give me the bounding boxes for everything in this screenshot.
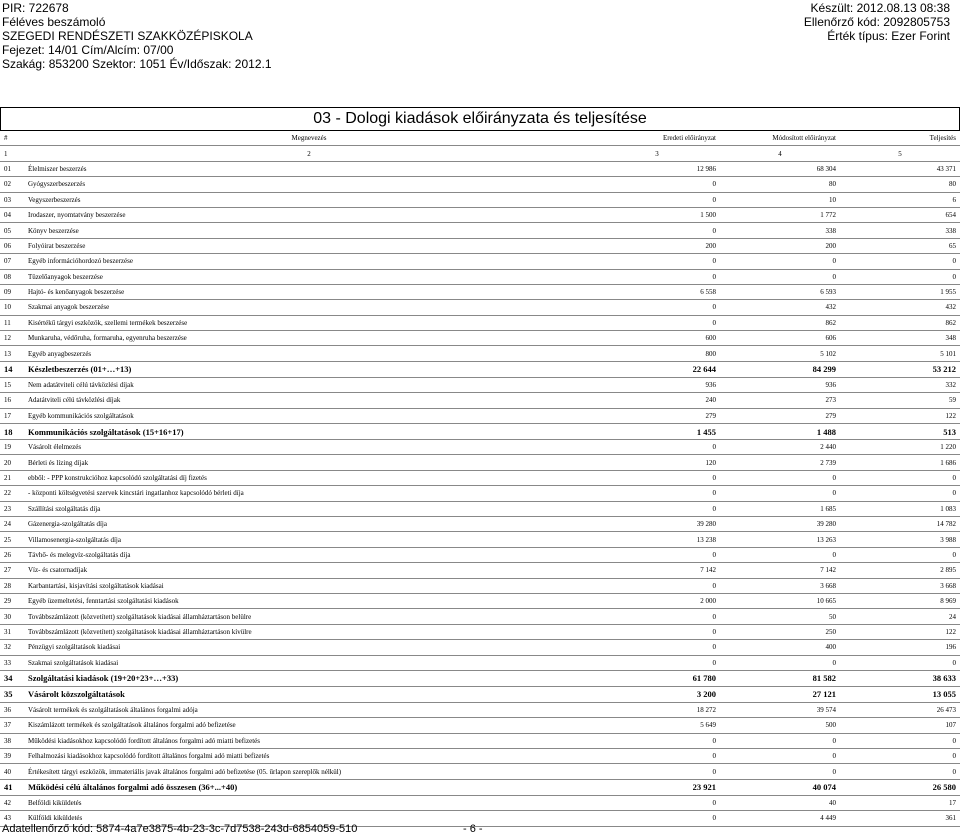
column-header-row xyxy=(0,131,960,146)
table-row xyxy=(0,733,960,748)
row-original: 0 xyxy=(712,318,716,327)
row-number: 16 xyxy=(4,396,11,405)
table-row xyxy=(0,254,960,269)
row-number: 41 xyxy=(4,782,13,793)
row-name: Belföldi kiküldetés xyxy=(28,799,82,808)
row-number: 29 xyxy=(4,597,11,606)
row-name: Vásárolt termékek és szolgáltatások általános forgalmi adója xyxy=(28,706,198,715)
row-number: 09 xyxy=(4,288,11,297)
table-row xyxy=(0,455,960,470)
row-done: 338 xyxy=(945,226,956,235)
row-number: 38 xyxy=(4,736,11,745)
row-modified: 0 xyxy=(832,474,836,482)
row-modified: 2 739 xyxy=(820,458,836,467)
report-type: Féléves beszámoló xyxy=(2,15,106,29)
table-row xyxy=(0,346,960,361)
row-name: Egyéb üzemeltetési, fenntartási szolgáltatási kiadások xyxy=(28,597,179,606)
row-original: 0 xyxy=(712,195,716,204)
row-number: 06 xyxy=(4,241,11,250)
row-original: 3 200 xyxy=(696,689,716,700)
row-original: 22 644 xyxy=(692,364,716,375)
row-original: 0 xyxy=(712,752,716,761)
row-modified: 0 xyxy=(832,752,836,761)
row-done: 122 xyxy=(945,627,956,636)
table-row xyxy=(0,470,960,485)
table-row xyxy=(0,795,960,810)
header-right xyxy=(804,1,950,43)
row-name: Kisértékű tárgyi eszközök, szellemi termékek beszerzése xyxy=(28,318,188,327)
row-modified: 1 488 xyxy=(816,426,836,437)
row-done: 0 xyxy=(952,658,956,667)
row-number: 07 xyxy=(4,257,11,266)
row-number: 12 xyxy=(4,334,11,343)
row-name: Szolgáltatási kiadások (19+20+23+…+33) xyxy=(28,673,179,684)
table-row xyxy=(0,718,960,733)
footer xyxy=(2,823,483,835)
row-modified: 40 xyxy=(829,799,836,808)
table-row xyxy=(0,377,960,392)
row-name: Nem adatátviteli célú távközlési díjak xyxy=(28,381,134,390)
row-number: 39 xyxy=(4,752,11,761)
row-number: 01 xyxy=(4,164,11,173)
row-done: 53 212 xyxy=(932,364,956,375)
row-number: 40 xyxy=(4,767,11,776)
row-done: 348 xyxy=(945,334,956,343)
row-modified: 0 xyxy=(832,272,836,281)
row-modified: 0 xyxy=(832,736,836,745)
table-row xyxy=(0,624,960,639)
row-done: 332 xyxy=(945,381,956,390)
row-original: 0 xyxy=(712,612,716,621)
row-original: 0 xyxy=(712,658,716,667)
row-modified: 10 xyxy=(829,195,836,204)
row-original: 0 xyxy=(712,226,716,235)
row-original: 936 xyxy=(705,381,716,390)
col-header-modified: Módosított előirányzat xyxy=(772,134,836,143)
row-done: 361 xyxy=(945,814,956,823)
row-original: 0 xyxy=(712,736,716,745)
table-row xyxy=(0,593,960,608)
col-number: 2 xyxy=(307,149,311,158)
table-row xyxy=(0,764,960,779)
table-row xyxy=(0,284,960,299)
table-row xyxy=(0,686,960,702)
row-done: 1 686 xyxy=(940,458,956,467)
row-name: Bérleti és lízing díjak xyxy=(28,458,89,467)
row-name: Szakmai anyagok beszerzése xyxy=(28,303,110,312)
table-row xyxy=(0,486,960,501)
row-name: Szállítási szolgáltatás díja xyxy=(28,504,101,513)
row-number: 21 xyxy=(4,474,11,482)
row-number: 30 xyxy=(4,612,11,621)
table-row xyxy=(0,361,960,377)
row-modified: 250 xyxy=(825,627,836,636)
row-modified: 200 xyxy=(825,241,836,250)
row-modified: 606 xyxy=(825,334,836,343)
row-modified: 0 xyxy=(832,658,836,667)
row-name: Vegyszerbeszerzés xyxy=(28,195,81,204)
table-title: 03 - Dologi kiadások előirányzata és teljesítése xyxy=(0,107,960,131)
row-modified: 936 xyxy=(825,381,836,390)
column-number-row xyxy=(0,146,960,161)
row-modified: 0 xyxy=(832,767,836,776)
row-modified: 10 665 xyxy=(816,597,836,606)
row-number: 31 xyxy=(4,627,11,636)
row-done: 24 xyxy=(949,612,956,621)
row-number: 03 xyxy=(4,195,11,204)
row-original: 0 xyxy=(712,799,716,808)
table-row xyxy=(0,702,960,717)
row-done: 122 xyxy=(945,411,956,420)
col-header-done: Teljesítés xyxy=(929,134,956,143)
created-timestamp: Készült: 2012.08.13 08:38 xyxy=(810,1,950,15)
row-modified: 862 xyxy=(825,318,836,327)
row-modified: 68 304 xyxy=(816,164,836,173)
row-done: 0 xyxy=(952,550,956,559)
row-modified: 50 xyxy=(829,612,836,621)
row-original: 0 xyxy=(712,303,716,312)
row-modified: 6 593 xyxy=(820,288,836,297)
row-name: Adatátviteli célú távközlési díjak xyxy=(28,396,121,405)
row-done: 196 xyxy=(945,643,956,652)
row-original: 0 xyxy=(712,180,716,189)
table-row xyxy=(0,440,960,455)
sector-info: Szakág: 853200 Szektor: 1051 Év/Időszak: 2012.1 xyxy=(2,57,272,71)
row-number: 36 xyxy=(4,706,11,715)
table-row xyxy=(0,300,960,315)
row-original: 800 xyxy=(705,349,716,358)
row-number: 10 xyxy=(4,303,11,312)
row-original: 0 xyxy=(712,643,716,652)
row-done: 513 xyxy=(943,426,956,437)
table-row xyxy=(0,408,960,423)
row-original: 23 921 xyxy=(692,782,716,793)
row-original: 120 xyxy=(705,458,716,467)
row-modified: 400 xyxy=(825,643,836,652)
table-row xyxy=(0,609,960,624)
row-done: 0 xyxy=(952,474,956,482)
row-done: 1 955 xyxy=(940,288,956,297)
row-done: 0 xyxy=(952,257,956,266)
row-number: 19 xyxy=(4,443,11,452)
row-number: 42 xyxy=(4,799,11,808)
row-original: 39 280 xyxy=(696,520,716,529)
row-number: 43 xyxy=(4,814,11,823)
row-number: 04 xyxy=(4,211,11,220)
footer-code: Adatellenőrző kód: 5874-4a7e3875-4b-23-3c-7d7538-243d-6854059-510 xyxy=(2,823,358,835)
row-done: 6 xyxy=(952,195,956,204)
row-done: 0 xyxy=(952,489,956,498)
row-name: Távhő- és melegvíz-szolgáltatás díja xyxy=(28,550,131,559)
row-number: 27 xyxy=(4,566,11,575)
table-row xyxy=(0,331,960,346)
row-number: 08 xyxy=(4,272,11,281)
row-original: 2 000 xyxy=(700,597,716,606)
col-number: 1 xyxy=(4,149,8,158)
row-original: 1 455 xyxy=(696,426,716,437)
row-original: 18 272 xyxy=(696,706,716,715)
row-done: 38 633 xyxy=(932,673,956,684)
row-original: 0 xyxy=(712,489,716,498)
row-original: 61 780 xyxy=(692,673,716,684)
row-name: Kommunikációs szolgáltatások (15+16+17) xyxy=(28,426,184,437)
row-original: 1 500 xyxy=(700,211,716,220)
table-row xyxy=(0,547,960,562)
row-number: 05 xyxy=(4,226,11,235)
col-number: 3 xyxy=(655,149,659,158)
table-row xyxy=(0,779,960,795)
row-done: 654 xyxy=(945,211,956,220)
row-original: 279 xyxy=(705,411,716,420)
row-modified: 81 582 xyxy=(812,673,836,684)
row-number: 11 xyxy=(4,318,11,327)
table-row xyxy=(0,238,960,253)
row-modified: 0 xyxy=(832,257,836,266)
row-modified: 5 102 xyxy=(820,349,836,358)
row-name: Felhalmozási kiadásokhoz kapcsolódó fordított általános forgalmi adó miatti befizetés xyxy=(28,752,270,761)
pir-number: PIR: 722678 xyxy=(2,1,69,15)
row-modified: 80 xyxy=(829,180,836,189)
row-modified: 273 xyxy=(825,396,836,405)
row-name: Tüzelőanyagok beszerzése xyxy=(28,272,103,281)
row-done: 43 371 xyxy=(936,164,956,173)
control-code: Ellenőrző kód: 2092805753 xyxy=(803,15,950,29)
table-row xyxy=(0,640,960,655)
row-done: 5 101 xyxy=(940,349,956,358)
row-modified: 500 xyxy=(825,721,836,730)
row-original: 0 xyxy=(712,627,716,636)
row-number: 15 xyxy=(4,381,11,390)
row-original: 0 xyxy=(712,272,716,281)
row-name: Pénzügyi szolgáltatások kiadásai xyxy=(28,643,121,652)
row-name: Élelmiszer beszerzés xyxy=(28,164,87,173)
row-modified: 39 280 xyxy=(816,520,836,529)
row-name: Szakmai szolgáltatások kiadásai xyxy=(28,658,119,667)
row-modified: 7 142 xyxy=(820,566,836,575)
row-name: Munkaruha, védőruha, formaruha, egyenruha beszerzése xyxy=(28,334,187,343)
row-modified: 84 299 xyxy=(812,364,836,375)
row-original: 5 649 xyxy=(700,721,716,730)
row-name: Hajtó- és kenőanyagok beszerzése xyxy=(28,288,125,297)
row-modified: 1 772 xyxy=(820,211,836,220)
row-number: 22 xyxy=(4,489,11,498)
row-name: Továbbszámlázott (közvetített) szolgáltatások kiadásai államháztartáson kívülre xyxy=(28,627,252,636)
row-done: 2 895 xyxy=(940,566,956,575)
row-modified: 338 xyxy=(825,226,836,235)
table-row xyxy=(0,563,960,578)
row-name: Gázenergia-szolgáltatás díja xyxy=(28,520,107,529)
row-original: 0 xyxy=(712,474,716,482)
row-name: Egyéb kommunikációs szolgáltatások xyxy=(28,411,134,420)
row-done: 1 083 xyxy=(940,504,956,513)
table-row xyxy=(0,670,960,686)
col-header-name: Megnevezés xyxy=(291,134,327,143)
row-original: 0 xyxy=(712,443,716,452)
row-number: 02 xyxy=(4,180,11,189)
row-modified: 40 074 xyxy=(812,782,836,793)
row-original: 0 xyxy=(712,550,716,559)
row-original: 600 xyxy=(705,334,716,343)
row-done: 14 782 xyxy=(936,520,956,529)
row-done: 26 473 xyxy=(936,706,956,715)
row-original: 12 986 xyxy=(696,164,716,173)
row-done: 3 988 xyxy=(940,535,956,544)
row-name: Villamosenergia-szolgáltatás díja xyxy=(28,535,121,544)
page-number: - 6 - xyxy=(463,823,483,835)
row-number: 33 xyxy=(4,658,11,667)
row-name: Külföldi kiküldetés xyxy=(28,814,83,823)
row-done: 3 668 xyxy=(940,581,956,590)
row-done: 107 xyxy=(945,721,956,730)
row-modified: 13 263 xyxy=(816,535,836,544)
row-number: 37 xyxy=(4,721,11,730)
col-number: 4 xyxy=(778,149,782,158)
row-name: Irodaszer, nyomtatvány beszerzése xyxy=(28,211,126,220)
row-done: 8 969 xyxy=(940,597,956,606)
row-modified: 27 121 xyxy=(812,689,836,700)
table-row xyxy=(0,161,960,176)
table-row xyxy=(0,655,960,670)
row-name: Értékesített tárgyi eszközök, immateriális javak általános forgalmi adó befizetése (05. űrlapon szereplők nélkül) xyxy=(28,767,342,776)
row-modified: 432 xyxy=(825,303,836,312)
table-row xyxy=(0,207,960,222)
col-header-number: # xyxy=(4,134,8,143)
table-row xyxy=(0,578,960,593)
row-name: Vásárolt közszolgáltatások xyxy=(28,689,125,700)
row-modified: 2 440 xyxy=(820,443,836,452)
row-number: 13 xyxy=(4,349,11,358)
row-done: 0 xyxy=(952,767,956,776)
chapter-info: Fejezet: 14/01 Cím/Alcím: 07/00 xyxy=(2,43,174,57)
row-name: Könyv beszerzése xyxy=(28,226,79,235)
table-row xyxy=(0,393,960,408)
table-body xyxy=(0,161,960,826)
table-row xyxy=(0,269,960,284)
table-row xyxy=(0,532,960,547)
row-modified: 279 xyxy=(825,411,836,420)
row-name: Készletbeszerzés (01+…+13) xyxy=(28,364,132,375)
row-done: 0 xyxy=(952,272,956,281)
row-original: 0 xyxy=(712,767,716,776)
row-name: Egyéb információhordozó beszerzése xyxy=(28,257,133,266)
row-original: 13 238 xyxy=(696,535,716,544)
row-number: 20 xyxy=(4,458,11,467)
row-name: - központi költségvetési szervek kincstári ingatlanhoz kapcsolódó bérleti díja xyxy=(28,489,244,498)
table-row xyxy=(0,516,960,531)
row-number: 25 xyxy=(4,535,11,544)
table-row xyxy=(0,223,960,238)
row-number: 17 xyxy=(4,411,11,420)
row-number: 35 xyxy=(4,689,13,700)
row-number: 26 xyxy=(4,550,11,559)
row-original: 0 xyxy=(712,257,716,266)
row-done: 0 xyxy=(952,752,956,761)
row-original: 6 558 xyxy=(700,288,716,297)
row-name: Működési kiadásokhoz kapcsolódó fordított általános forgalmi adó miatti befizetés xyxy=(28,736,260,745)
row-name: Továbbszámlázott (közvetített) szolgáltatások kiadásai államháztartáson belülre xyxy=(28,612,252,621)
row-name: Egyéb anyagbeszerzés xyxy=(28,349,92,358)
table-row xyxy=(0,192,960,207)
row-modified: 0 xyxy=(832,489,836,498)
row-number: 32 xyxy=(4,643,11,652)
row-done: 65 xyxy=(949,241,956,250)
row-original: 200 xyxy=(705,241,716,250)
row-name: Gyógyszerbeszerzés xyxy=(28,180,86,189)
row-done: 13 055 xyxy=(932,689,956,700)
row-original: 0 xyxy=(712,504,716,513)
col-header-original: Eredeti előirányzat xyxy=(662,134,716,143)
row-number: 23 xyxy=(4,504,11,513)
row-number: 18 xyxy=(4,426,13,437)
header-left xyxy=(2,1,272,71)
row-done: 80 xyxy=(949,180,956,189)
row-number: 28 xyxy=(4,581,11,590)
row-number: 24 xyxy=(4,520,11,529)
row-done: 17 xyxy=(949,799,956,808)
row-modified: 0 xyxy=(832,550,836,559)
col-number: 5 xyxy=(898,149,902,158)
row-name: Működési célú általános forgalmi adó összesen (36+...+40) xyxy=(28,782,238,793)
row-done: 432 xyxy=(945,303,956,312)
row-modified: 39 574 xyxy=(816,706,836,715)
row-original: 0 xyxy=(712,581,716,590)
expenditure-table xyxy=(0,131,960,827)
table-row xyxy=(0,424,960,440)
row-name: Víz- és csatornadíjak xyxy=(28,566,88,575)
row-modified: 3 668 xyxy=(820,581,836,590)
row-done: 862 xyxy=(945,318,956,327)
row-name: Folyóirat beszerzése xyxy=(28,241,86,250)
row-name: Karbantartási, kisjavítási szolgáltatások kiadásai xyxy=(28,581,164,590)
row-original: 7 142 xyxy=(700,566,716,575)
row-modified: 4 449 xyxy=(820,814,836,823)
row-modified: 1 685 xyxy=(820,504,836,513)
row-done: 0 xyxy=(952,736,956,745)
institution-name: SZEGEDI RENDÉSZETI SZAKKÖZÉPISKOLA xyxy=(2,29,253,43)
table-row xyxy=(0,315,960,330)
table-row xyxy=(0,501,960,516)
row-name: ebből: - PPP konstrukcióhoz kapcsolódó szolgáltatási díj fizetés xyxy=(28,474,207,482)
table-row xyxy=(0,749,960,764)
row-done: 26 580 xyxy=(932,782,956,793)
table-row xyxy=(0,177,960,192)
row-number: 14 xyxy=(4,364,13,375)
row-done: 1 220 xyxy=(940,443,956,452)
row-name: Kiszámlázott termékek és szolgáltatások általános forgalmi adó befizetése xyxy=(28,721,236,730)
value-type: Érték típus: Ezer Forint xyxy=(827,29,950,43)
row-original: 0 xyxy=(712,814,716,823)
row-number: 34 xyxy=(4,673,13,684)
row-done: 59 xyxy=(949,396,956,405)
row-name: Vásárolt élelmezés xyxy=(28,443,82,452)
row-original: 240 xyxy=(705,396,716,405)
